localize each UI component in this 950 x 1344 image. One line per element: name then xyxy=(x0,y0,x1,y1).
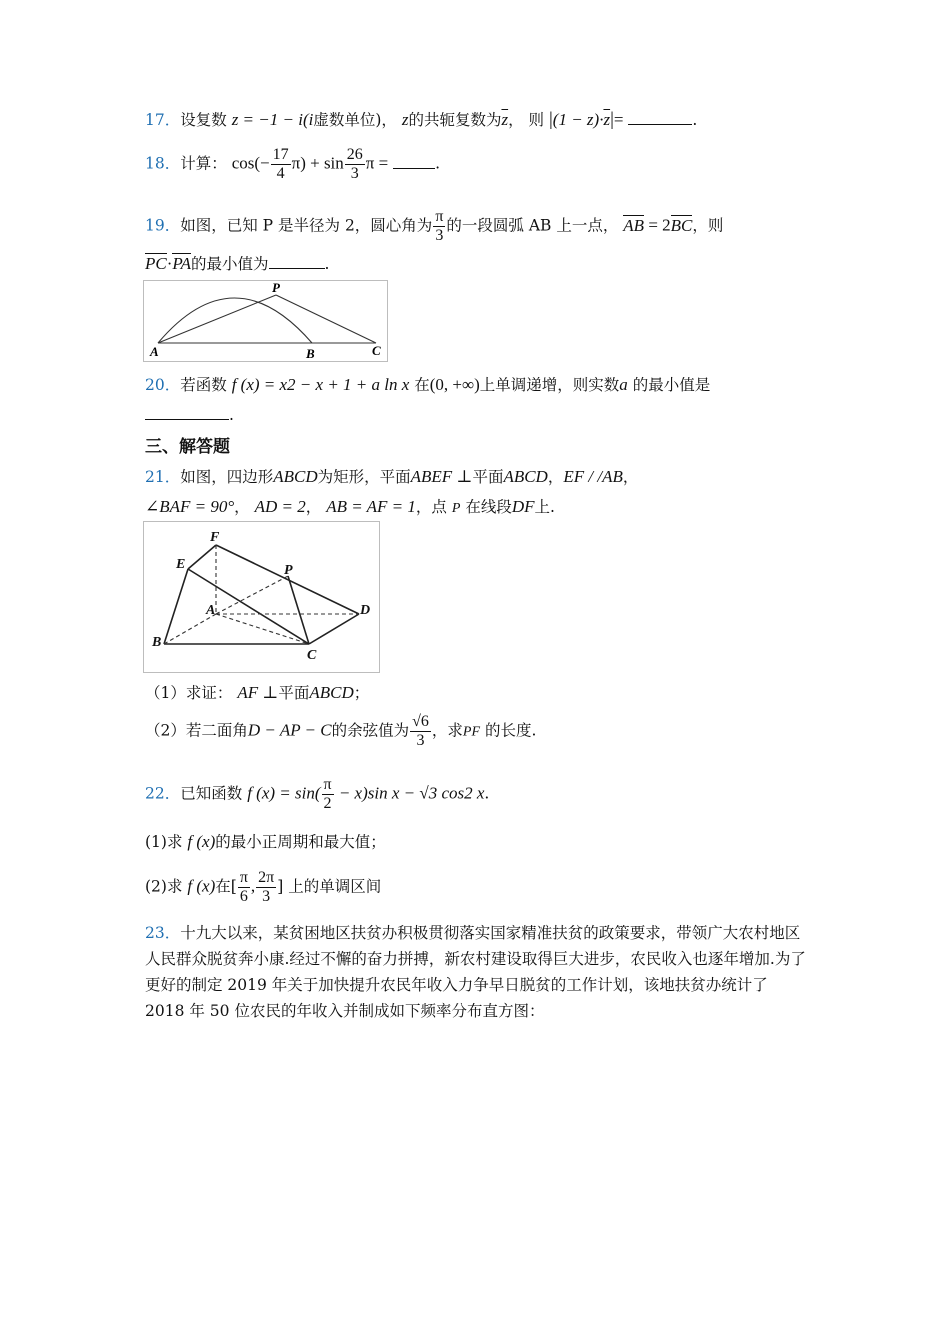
period: . xyxy=(484,784,490,803)
numerator: π xyxy=(323,776,332,793)
edge-cd xyxy=(309,614,359,644)
q21-expr: DF xyxy=(511,497,535,516)
q17-text: 虚数单位)， xyxy=(313,111,397,129)
q17-text: 设复数 xyxy=(180,111,227,129)
vector-ab: AB xyxy=(623,215,645,235)
q22-text: 已知函数 xyxy=(180,784,243,803)
q21-expr: AB = AF = 1 xyxy=(326,497,416,516)
q20-interval: (0, +∞) xyxy=(429,375,480,394)
answer-blank xyxy=(145,405,229,420)
q21-text: ，点 xyxy=(415,498,447,516)
label-c: C xyxy=(372,343,381,358)
question-21-line2 xyxy=(145,495,555,517)
q22-part1-label: (1)求 xyxy=(145,833,183,851)
question-22-part1 xyxy=(145,830,386,852)
q21-text: ， xyxy=(547,468,564,486)
label-a: A xyxy=(150,344,159,359)
denominator: 4 xyxy=(276,165,285,182)
question-18 xyxy=(145,146,440,183)
edge-ac xyxy=(216,614,309,644)
dot-operator: · xyxy=(166,254,173,273)
question-19-line2 xyxy=(145,252,329,274)
fraction xyxy=(433,208,445,245)
fraction xyxy=(322,776,334,813)
q21-text: ； xyxy=(353,684,370,702)
q20-text: 在 xyxy=(414,376,430,394)
question-21-part2 xyxy=(145,713,536,750)
q21-expr: ABCD xyxy=(273,467,318,486)
label-b: B xyxy=(306,346,315,361)
label-e: E xyxy=(176,557,186,572)
answer-blank xyxy=(628,110,692,125)
section-heading: 三、解答题 xyxy=(145,437,230,457)
q19-eq: = 2 xyxy=(644,215,671,235)
segment-pc xyxy=(276,295,376,343)
question-19 xyxy=(145,208,723,245)
q19-text: 如图，已知 P 是半径为 2，圆心角为 xyxy=(180,216,433,235)
q17-z: z xyxy=(401,110,409,129)
label-c: C xyxy=(307,648,317,663)
q21-text: 的余弦值为 xyxy=(331,721,410,740)
fraction xyxy=(345,146,365,183)
label-b: B xyxy=(152,635,162,650)
q18-expr: cos(− xyxy=(231,153,270,173)
q21-text: 上. xyxy=(534,498,555,516)
period: . xyxy=(692,111,698,129)
numerator: 2π xyxy=(258,869,275,886)
q21-text: 如图，四边形 xyxy=(180,468,274,486)
period: . xyxy=(229,406,234,424)
edge-fd xyxy=(216,545,359,614)
period: . xyxy=(324,255,330,273)
question-number: 18． xyxy=(145,154,181,173)
q21-expr: ABCD xyxy=(309,683,354,702)
figure-21-solid xyxy=(143,521,380,673)
label-d: D xyxy=(360,603,371,618)
denominator: 3 xyxy=(416,732,425,749)
denominator: 6 xyxy=(239,888,248,905)
q23-text: 十九大以来，某贫困地区扶贫办积极贯彻落实国家精准扶贫的政策要求，带领广大农村地区人民群众脱贫奔小康.经过不懈的奋力拼搏，新农村建设取得巨大进步，农民收入也逐年增加.为了更好的制定 2019 年关于加快提升农民年收入力争早日脱贫的工作计划，该地扶贫办统计了 2018 年 50 位农民的年收入并制成如下频率分布直方图： xyxy=(145,924,806,1020)
period: . xyxy=(435,154,441,173)
q22-expr: f (x) xyxy=(187,876,216,896)
q20-text: 的最小值是 xyxy=(632,376,711,394)
solid-diagram xyxy=(144,522,379,672)
q20-a: a xyxy=(619,375,628,394)
arc-diagram xyxy=(144,281,387,361)
label-p: P xyxy=(272,281,280,295)
q20-text: 上单调递增，则实数 xyxy=(479,376,620,394)
comma: , xyxy=(250,876,256,896)
denominator: 3 xyxy=(262,888,271,905)
vector-bc: BC xyxy=(670,215,693,235)
q22-expr: f (x) xyxy=(187,832,216,851)
q17-text: ， 则 xyxy=(508,111,545,129)
q21-text: 平面 xyxy=(472,468,504,486)
q21-text: ， xyxy=(234,498,250,516)
q22-text: ] 上的单调区间 xyxy=(277,877,382,896)
question-number: 23． xyxy=(145,924,181,942)
question-22-part2 xyxy=(145,869,381,906)
q18-text: 计算： xyxy=(180,154,227,173)
fraction xyxy=(238,869,250,906)
q21-text: 的长度. xyxy=(480,721,537,740)
fraction xyxy=(410,713,431,750)
question-number: 22． xyxy=(145,784,181,803)
answer-blank xyxy=(269,254,325,269)
q22-text: 的最小正周期和最大值； xyxy=(215,833,386,851)
vector-pa: PA xyxy=(172,254,191,273)
vector-pc: PC xyxy=(145,254,167,273)
q18-expr: π = xyxy=(365,153,389,173)
q21-part2-label: （2）若二面角 xyxy=(145,721,248,740)
q17-expr: z = −1 − i(i xyxy=(231,110,314,129)
q21-text: ， xyxy=(622,468,639,486)
denominator: 3 xyxy=(435,227,444,244)
q21-text: ，求 xyxy=(431,721,463,740)
q22-part2-label: (2)求 xyxy=(145,877,183,896)
q17-zbar: $\overline{z}$ xyxy=(603,110,611,129)
q21-expr: AF ⊥ xyxy=(237,683,279,702)
question-number: 19． xyxy=(145,216,181,235)
q22-expr: f (x) = sin( xyxy=(247,783,321,803)
q21-expr: ABEF ⊥ xyxy=(410,467,473,486)
q21-text: ， xyxy=(305,498,322,516)
numerator: √6 xyxy=(412,713,429,730)
q20-text: 若函数 xyxy=(180,376,227,394)
question-21 xyxy=(145,465,638,487)
label-p: P xyxy=(284,563,293,578)
q17-zbar: $\overline{z}$ xyxy=(501,110,509,129)
question-number: 20． xyxy=(145,376,181,394)
q21-expr: AD = 2 xyxy=(254,497,306,516)
segment-ap xyxy=(158,295,276,343)
q21-expr: ABCD xyxy=(503,467,548,486)
question-20 xyxy=(145,373,710,395)
figure-19-arc xyxy=(143,280,388,362)
edge-ef xyxy=(188,545,216,569)
q17-expr: (1 − z)· xyxy=(552,110,604,129)
q22-text: 在[ xyxy=(215,877,237,896)
q21-p: P xyxy=(451,501,461,516)
q21-part1-label: （1）求证： xyxy=(145,684,233,702)
arc-ab xyxy=(158,298,312,343)
q18-expr: π) + sin xyxy=(291,153,344,173)
q19-text: 的最小值为 xyxy=(190,255,269,273)
label-f: F xyxy=(210,530,220,545)
numerator: π xyxy=(239,869,248,886)
q21-text: 平面 xyxy=(278,684,310,702)
question-17: 17．设复数 z = −1 − i(i虚数单位)， z的共轭复数为$\overline{z}$， 则 $|(1 - z)\cdot\overline{z}|=$ . xyxy=(145,109,698,130)
numerator: 26 xyxy=(346,146,363,163)
q21-pf: PF xyxy=(462,724,481,740)
q21-expr: D − AP − C xyxy=(247,720,332,740)
q21-expr: EF / /AB xyxy=(563,467,623,486)
answer-blank xyxy=(393,154,435,169)
question-number: 17． xyxy=(145,111,181,129)
numerator: π xyxy=(435,208,444,225)
q20-expr: f (x) = x2 − x + 1 + a ln x xyxy=(231,375,410,394)
q22-expr: − x)sin x − √3 cos2 x xyxy=(334,783,485,803)
q19-text: 的一段圆弧 AB 上一点， xyxy=(446,216,619,235)
label-a: A xyxy=(206,603,216,618)
q17-eq: = xyxy=(613,110,624,129)
denominator: 3 xyxy=(350,165,359,182)
q19-text: ，则 xyxy=(692,216,724,235)
question-21-part1 xyxy=(145,681,369,703)
q21-text: 为矩形，平面 xyxy=(317,468,411,486)
denominator: 2 xyxy=(323,795,332,812)
q17-text: 的共轭复数为 xyxy=(408,111,502,129)
fraction xyxy=(271,146,291,183)
numerator: 17 xyxy=(272,146,289,163)
fraction xyxy=(256,869,276,906)
question-20-line2 xyxy=(145,405,234,424)
question-23 xyxy=(145,920,810,1024)
q21-text: 在线段 xyxy=(465,498,512,516)
question-22 xyxy=(145,776,489,813)
question-number: 21． xyxy=(145,468,181,486)
q21-expr: ∠BAF = 90° xyxy=(145,497,235,516)
